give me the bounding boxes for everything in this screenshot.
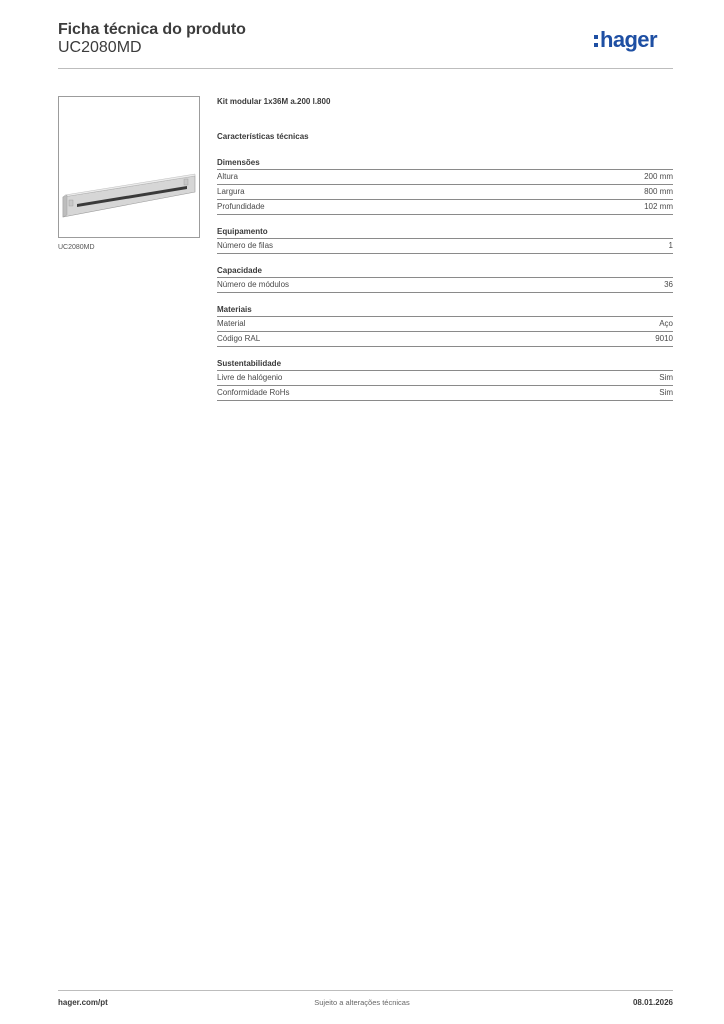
spec-label: Livre de halógenio bbox=[217, 373, 283, 382]
group-title: Materiais bbox=[217, 304, 673, 317]
spec-value: Sim bbox=[659, 373, 673, 382]
spec-label: Número de módulos bbox=[217, 280, 290, 289]
spec-value: 800 mm bbox=[644, 187, 673, 196]
spec-group-dimensions bbox=[217, 157, 673, 215]
spec-value: 36 bbox=[664, 280, 673, 289]
spec-row bbox=[217, 185, 673, 200]
group-title: Dimensões bbox=[217, 157, 673, 170]
spec-label: Profundidade bbox=[217, 202, 265, 211]
spec-value: 9010 bbox=[655, 334, 673, 343]
spec-label: Número de filas bbox=[217, 241, 274, 250]
logo-text: hager bbox=[600, 27, 657, 52]
spec-label: Material bbox=[217, 319, 246, 328]
product-code: UC2080MD bbox=[58, 39, 142, 56]
spec-value: Aço bbox=[659, 319, 673, 328]
spec-group-materials bbox=[217, 304, 673, 347]
spec-label: Altura bbox=[217, 172, 238, 181]
spec-row bbox=[217, 386, 673, 401]
hager-logo bbox=[594, 28, 674, 56]
spec-row bbox=[217, 371, 673, 386]
spec-row bbox=[217, 332, 673, 347]
product-image bbox=[58, 96, 200, 238]
document-title: Ficha técnica do produto bbox=[58, 21, 246, 38]
spec-group-equipment bbox=[217, 226, 673, 254]
spec-value: Sim bbox=[659, 388, 673, 397]
spec-label: Largura bbox=[217, 187, 245, 196]
logo-colon-icon bbox=[594, 35, 599, 49]
spec-label: Código RAL bbox=[217, 334, 261, 343]
header-divider bbox=[58, 68, 673, 69]
footer-url: hager.com/pt bbox=[58, 998, 108, 1007]
spec-label: Conformidade RoHs bbox=[217, 388, 290, 397]
specs-content bbox=[217, 96, 673, 412]
spec-value: 200 mm bbox=[644, 172, 673, 181]
spec-group-sustainability bbox=[217, 358, 673, 401]
footer-date: 08.01.2026 bbox=[632, 998, 673, 1007]
spec-row bbox=[217, 278, 673, 293]
spec-value: 1 bbox=[668, 241, 673, 250]
group-title: Sustentabilidade bbox=[217, 358, 673, 371]
group-title: Capacidade bbox=[217, 265, 673, 278]
group-title: Equipamento bbox=[217, 226, 673, 239]
image-caption: UC2080MD bbox=[58, 244, 95, 251]
product-name: Kit modular 1x36M a.200 l.800 bbox=[217, 97, 331, 106]
footer-divider bbox=[58, 990, 673, 991]
spec-row bbox=[217, 239, 673, 254]
spec-group-capacity bbox=[217, 265, 673, 293]
spec-row bbox=[217, 317, 673, 332]
spec-value: 102 mm bbox=[644, 202, 673, 211]
section-title: Características técnicas bbox=[217, 132, 309, 141]
spec-row bbox=[217, 170, 673, 185]
footer-notice: Sujeito a alterações técnicas bbox=[314, 998, 410, 1007]
spec-row bbox=[217, 200, 673, 215]
modular-kit-illustration bbox=[59, 97, 199, 237]
